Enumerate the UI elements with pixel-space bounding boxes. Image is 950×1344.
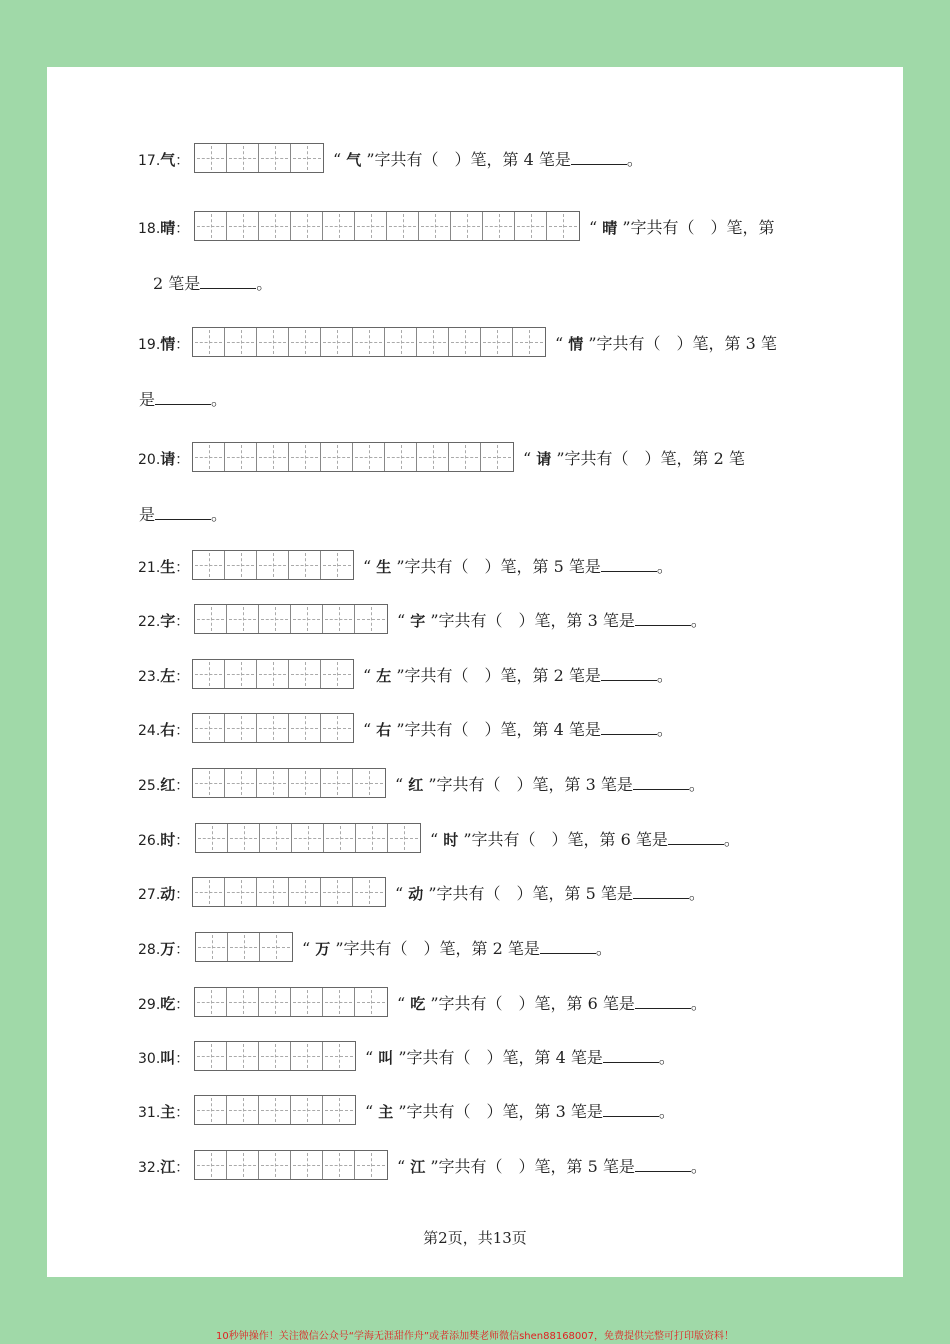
grid-cell[interactable]	[449, 328, 481, 356]
grid-cell[interactable]	[227, 212, 259, 240]
writing-grid[interactable]	[192, 768, 386, 798]
answer-blank[interactable]	[603, 1050, 659, 1063]
grid-cell[interactable]	[483, 212, 515, 240]
answer-blank[interactable]	[540, 941, 596, 954]
grid-cell[interactable]	[289, 328, 321, 356]
question-character: 左	[160, 667, 176, 685]
grid-cell[interactable]	[387, 212, 419, 240]
question-index: 22.	[138, 614, 161, 630]
writing-grid[interactable]	[192, 659, 354, 689]
grid-cell[interactable]	[225, 878, 257, 906]
question-character: 吃	[160, 995, 176, 1013]
grid-cell[interactable]	[321, 660, 353, 688]
question-index: 27.	[138, 887, 161, 903]
question-index: 23.	[138, 669, 161, 685]
grid-cell[interactable]	[259, 1151, 291, 1179]
writing-grid[interactable]	[194, 143, 324, 173]
answer-blank[interactable]	[601, 559, 657, 572]
grid-cell[interactable]	[321, 328, 353, 356]
writing-grid[interactable]	[194, 987, 388, 1017]
grid-cell[interactable]	[193, 443, 225, 471]
question-body: 字共有（ ）笔，第 2 笔	[564, 449, 745, 468]
grid-cell[interactable]	[289, 769, 321, 797]
question-number: 26.时：	[138, 831, 190, 849]
grid-cell[interactable]	[419, 212, 451, 240]
question-character: 时	[160, 831, 176, 849]
question-index: 25.	[138, 778, 161, 794]
grid-cell[interactable]	[225, 714, 257, 742]
grid-cell[interactable]	[291, 212, 323, 240]
worksheet-page	[47, 67, 903, 1277]
grid-cell[interactable]	[356, 824, 388, 852]
grid-cell[interactable]	[289, 714, 321, 742]
question-index: 24.	[138, 723, 161, 739]
question-body: 字共有（ ）笔，第 3 笔	[596, 334, 777, 353]
writing-grid[interactable]	[192, 550, 354, 580]
question-text: “ 晴 ”字共有（ ）笔，第	[589, 218, 775, 237]
grid-cell[interactable]	[227, 988, 259, 1016]
grid-cell[interactable]	[323, 1096, 355, 1124]
grid-cell[interactable]	[291, 988, 323, 1016]
quoted-character: 字	[410, 612, 426, 630]
question-row	[47, 602, 903, 638]
grid-cell[interactable]	[195, 988, 227, 1016]
question-index: 29.	[138, 997, 161, 1013]
grid-cell[interactable]	[193, 328, 225, 356]
quoted-character: 时	[443, 831, 459, 849]
quoted-character: 左	[376, 667, 392, 685]
grid-cell[interactable]	[193, 878, 225, 906]
question-body: 字共有（ ）笔，第 2 笔是	[404, 666, 601, 685]
question-index: 26.	[138, 833, 161, 849]
question-character: 生	[160, 558, 176, 576]
question-body: 字共有（ ）笔，第 5 笔是	[436, 884, 633, 903]
question-body: 字共有（ ）笔，第 3 笔是	[436, 775, 633, 794]
promo-banner: 10秒钟操作！关注微信公众号“学海无涯甜作舟”或者添加樊老师微信shen88168007，免费提供完整可打印版资料！	[215, 1331, 735, 1342]
writing-grid[interactable]	[192, 327, 546, 357]
writing-grid[interactable]	[195, 932, 293, 962]
question-number: 32.江：	[138, 1158, 190, 1176]
grid-cell[interactable]	[257, 328, 289, 356]
continuation-text: 是	[139, 390, 156, 409]
grid-cell[interactable]	[417, 328, 449, 356]
grid-cell[interactable]	[227, 144, 259, 172]
question-body: 字共有（ ）笔，第	[630, 218, 775, 237]
grid-cell[interactable]	[323, 212, 355, 240]
question-number: 21.生：	[138, 558, 190, 576]
grid-cell[interactable]	[291, 1042, 323, 1070]
question-character: 晴	[160, 219, 176, 237]
question-body: 字共有（ ）笔，第 3 笔是	[438, 611, 635, 630]
grid-cell[interactable]	[193, 660, 225, 688]
question-number: 22.字：	[138, 612, 190, 630]
quoted-character: 吃	[410, 995, 426, 1013]
grid-cell[interactable]	[257, 878, 289, 906]
grid-cell[interactable]	[355, 212, 387, 240]
question-row	[47, 930, 903, 966]
question-text: “ 动 ”字共有（ ）笔，第 5 笔是 。	[395, 884, 705, 903]
question-number: 23.左：	[138, 667, 190, 685]
question-character: 字	[160, 612, 176, 630]
grid-cell[interactable]	[195, 212, 227, 240]
grid-cell[interactable]	[259, 144, 291, 172]
grid-cell[interactable]	[259, 988, 291, 1016]
answer-blank[interactable]	[668, 832, 724, 845]
grid-cell[interactable]	[292, 824, 324, 852]
grid-cell[interactable]	[547, 212, 579, 240]
question-row	[47, 548, 903, 584]
grid-cell[interactable]	[289, 443, 321, 471]
answer-blank[interactable]	[633, 777, 689, 790]
writing-grid[interactable]	[194, 1150, 388, 1180]
grid-cell[interactable]	[228, 824, 260, 852]
question-row	[47, 325, 903, 361]
answer-blank[interactable]	[635, 996, 691, 1009]
question-body: 字共有（ ）笔，第 5 笔是	[438, 1157, 635, 1176]
grid-cell[interactable]	[257, 443, 289, 471]
page-footer: 第2页，共13页	[423, 1229, 527, 1247]
question-body: 字共有（ ）笔，第 5 笔是	[404, 557, 601, 576]
grid-cell[interactable]	[259, 605, 291, 633]
quoted-character: 右	[376, 721, 392, 739]
grid-cell[interactable]	[355, 1151, 387, 1179]
question-index: 30.	[138, 1051, 161, 1067]
grid-cell[interactable]	[259, 1042, 291, 1070]
answer-blank[interactable]	[155, 392, 211, 405]
grid-cell[interactable]	[388, 824, 420, 852]
question-body: 字共有（ ）笔，第 4 笔是	[374, 150, 571, 169]
writing-grid[interactable]	[195, 823, 421, 853]
question-number: 30.叫：	[138, 1049, 190, 1067]
quoted-character: 动	[408, 885, 424, 903]
question-row	[47, 1148, 903, 1184]
grid-cell[interactable]	[355, 988, 387, 1016]
grid-cell[interactable]	[289, 660, 321, 688]
question-index: 17.	[138, 153, 161, 169]
question-body: 字共有（ ）笔，第 6 笔是	[471, 830, 668, 849]
question-character: 主	[160, 1103, 176, 1121]
continuation-text: 是	[139, 505, 156, 524]
grid-cell[interactable]	[225, 551, 257, 579]
question-number: 19.情：	[138, 335, 190, 353]
grid-cell[interactable]	[193, 769, 225, 797]
grid-cell[interactable]	[193, 714, 225, 742]
answer-blank[interactable]	[200, 276, 256, 289]
question-character: 万	[160, 940, 176, 958]
question-character: 气	[160, 151, 176, 169]
grid-cell[interactable]	[353, 328, 385, 356]
question-text: “ 江 ”字共有（ ）笔，第 5 笔是 。	[397, 1157, 707, 1176]
grid-cell[interactable]	[196, 933, 228, 961]
grid-cell[interactable]	[289, 878, 321, 906]
question-body: 字共有（ ）笔，第 4 笔是	[404, 720, 601, 739]
grid-cell[interactable]	[515, 212, 547, 240]
grid-cell[interactable]	[195, 605, 227, 633]
question-row	[47, 711, 903, 747]
question-index: 19.	[138, 337, 161, 353]
quoted-character: 江	[410, 1158, 426, 1176]
grid-cell[interactable]	[353, 443, 385, 471]
grid-cell[interactable]	[321, 551, 353, 579]
grid-cell[interactable]	[195, 1151, 227, 1179]
question-continuation: 是 。	[139, 505, 228, 524]
question-character: 情	[160, 335, 176, 353]
question-body: 字共有（ ）笔，第 3 笔是	[406, 1102, 603, 1121]
grid-cell[interactable]	[227, 1042, 259, 1070]
grid-cell[interactable]	[481, 443, 513, 471]
question-text: “ 请 ”字共有（ ）笔，第 2 笔	[523, 449, 745, 468]
quoted-character: 主	[378, 1103, 394, 1121]
question-index: 20.	[138, 452, 161, 468]
question-row	[47, 209, 903, 245]
question-index: 18.	[138, 221, 161, 237]
question-text: “ 万 ”字共有（ ）笔，第 2 笔是 。	[302, 939, 612, 958]
grid-cell[interactable]	[385, 443, 417, 471]
grid-cell[interactable]	[291, 1096, 323, 1124]
grid-cell[interactable]	[227, 605, 259, 633]
grid-cell[interactable]	[291, 1151, 323, 1179]
question-index: 21.	[138, 560, 161, 576]
grid-cell[interactable]	[193, 551, 225, 579]
question-index: 31.	[138, 1105, 161, 1121]
grid-cell[interactable]	[323, 1151, 355, 1179]
question-row	[47, 1039, 903, 1075]
question-character: 动	[160, 885, 176, 903]
question-row	[47, 657, 903, 693]
writing-grid[interactable]	[192, 442, 514, 472]
grid-cell[interactable]	[449, 443, 481, 471]
grid-cell[interactable]	[323, 605, 355, 633]
question-row	[47, 1093, 903, 1129]
grid-cell[interactable]	[225, 328, 257, 356]
question-index: 32.	[138, 1160, 161, 1176]
writing-grid[interactable]	[194, 1095, 356, 1125]
answer-blank[interactable]	[601, 722, 657, 735]
question-number: 29.吃：	[138, 995, 190, 1013]
grid-cell[interactable]	[195, 1042, 227, 1070]
grid-cell[interactable]	[225, 769, 257, 797]
question-text: “ 时 ”字共有（ ）笔，第 6 笔是 。	[430, 830, 740, 849]
question-number: 25.红：	[138, 776, 190, 794]
quoted-character: 万	[315, 940, 331, 958]
grid-cell[interactable]	[353, 769, 385, 797]
grid-cell[interactable]	[257, 660, 289, 688]
writing-grid[interactable]	[192, 877, 386, 907]
grid-cell[interactable]	[196, 824, 228, 852]
grid-cell[interactable]	[225, 660, 257, 688]
quoted-character: 晴	[602, 219, 618, 237]
grid-cell[interactable]	[227, 1096, 259, 1124]
grid-cell[interactable]	[257, 551, 289, 579]
grid-cell[interactable]	[481, 328, 513, 356]
question-text: “ 主 ”字共有（ ）笔，第 3 笔是 。	[365, 1102, 675, 1121]
question-continuation: 是 。	[139, 390, 228, 409]
grid-cell[interactable]	[291, 605, 323, 633]
grid-cell[interactable]	[228, 933, 260, 961]
grid-cell[interactable]	[385, 328, 417, 356]
answer-blank[interactable]	[155, 507, 211, 520]
question-character: 右	[160, 721, 176, 739]
grid-cell[interactable]	[323, 988, 355, 1016]
answer-blank[interactable]	[635, 1159, 691, 1172]
grid-cell[interactable]	[257, 769, 289, 797]
writing-grid[interactable]	[194, 1041, 356, 1071]
question-body: 字共有（ ）笔，第 6 笔是	[438, 994, 635, 1013]
grid-cell[interactable]	[195, 1096, 227, 1124]
question-body: 字共有（ ）笔，第 2 笔是	[343, 939, 540, 958]
answer-blank[interactable]	[571, 152, 627, 165]
question-row	[47, 985, 903, 1021]
grid-cell[interactable]	[323, 1042, 355, 1070]
question-number: 18.晴：	[138, 219, 190, 237]
quoted-character: 气	[346, 151, 362, 169]
grid-cell[interactable]	[417, 443, 449, 471]
grid-cell[interactable]	[353, 878, 385, 906]
grid-cell[interactable]	[259, 1096, 291, 1124]
grid-cell[interactable]	[321, 714, 353, 742]
question-number: 24.右：	[138, 721, 190, 739]
grid-cell[interactable]	[321, 878, 353, 906]
question-row	[47, 141, 903, 177]
grid-cell[interactable]	[321, 443, 353, 471]
grid-cell[interactable]	[259, 212, 291, 240]
grid-cell[interactable]	[195, 144, 227, 172]
writing-grid[interactable]	[192, 713, 354, 743]
question-number: 20.请：	[138, 450, 190, 468]
grid-cell[interactable]	[451, 212, 483, 240]
question-number: 28.万：	[138, 940, 190, 958]
writing-grid[interactable]	[194, 604, 388, 634]
grid-cell[interactable]	[260, 824, 292, 852]
question-row	[47, 821, 903, 857]
grid-cell[interactable]	[289, 551, 321, 579]
grid-cell[interactable]	[355, 605, 387, 633]
question-number: 31.主：	[138, 1103, 190, 1121]
answer-blank[interactable]	[603, 1104, 659, 1117]
grid-cell[interactable]	[513, 328, 545, 356]
question-character: 叫	[160, 1049, 176, 1067]
question-text: “ 生 ”字共有（ ）笔，第 5 笔是 。	[363, 557, 673, 576]
question-continuation: 2 笔是 。	[153, 274, 273, 293]
answer-blank[interactable]	[633, 886, 689, 899]
grid-cell[interactable]	[291, 144, 323, 172]
quoted-character: 红	[408, 776, 424, 794]
question-row	[47, 875, 903, 911]
question-character: 红	[160, 776, 176, 794]
question-row	[47, 766, 903, 802]
grid-cell[interactable]	[321, 769, 353, 797]
continuation-text: 2 笔是	[153, 274, 201, 293]
question-text: “ 情 ”字共有（ ）笔，第 3 笔	[555, 334, 777, 353]
question-text: “ 红 ”字共有（ ）笔，第 3 笔是 。	[395, 775, 705, 794]
question-number: 17.气：	[138, 151, 190, 169]
answer-blank[interactable]	[601, 668, 657, 681]
question-text: “ 左 ”字共有（ ）笔，第 2 笔是 。	[363, 666, 673, 685]
grid-cell[interactable]	[257, 714, 289, 742]
writing-grid[interactable]	[194, 211, 580, 241]
quoted-character: 情	[568, 335, 584, 353]
question-index: 28.	[138, 942, 161, 958]
answer-blank[interactable]	[635, 613, 691, 626]
question-character: 请	[160, 450, 176, 468]
quoted-character: 生	[376, 558, 392, 576]
quoted-character: 请	[536, 450, 552, 468]
grid-cell[interactable]	[227, 1151, 259, 1179]
grid-cell[interactable]	[225, 443, 257, 471]
question-text: “ 右 ”字共有（ ）笔，第 4 笔是 。	[363, 720, 673, 739]
question-text: “ 叫 ”字共有（ ）笔，第 4 笔是 。	[365, 1048, 675, 1067]
question-body: 字共有（ ）笔，第 4 笔是	[406, 1048, 603, 1067]
quoted-character: 叫	[378, 1049, 394, 1067]
question-row	[47, 440, 903, 476]
question-text: “ 字 ”字共有（ ）笔，第 3 笔是 。	[397, 611, 707, 630]
question-text: “ 气 ”字共有（ ）笔，第 4 笔是 。	[333, 150, 643, 169]
question-number: 27.动：	[138, 885, 190, 903]
question-character: 江	[160, 1158, 176, 1176]
grid-cell[interactable]	[260, 933, 292, 961]
grid-cell[interactable]	[324, 824, 356, 852]
question-text: “ 吃 ”字共有（ ）笔，第 6 笔是 。	[397, 994, 707, 1013]
